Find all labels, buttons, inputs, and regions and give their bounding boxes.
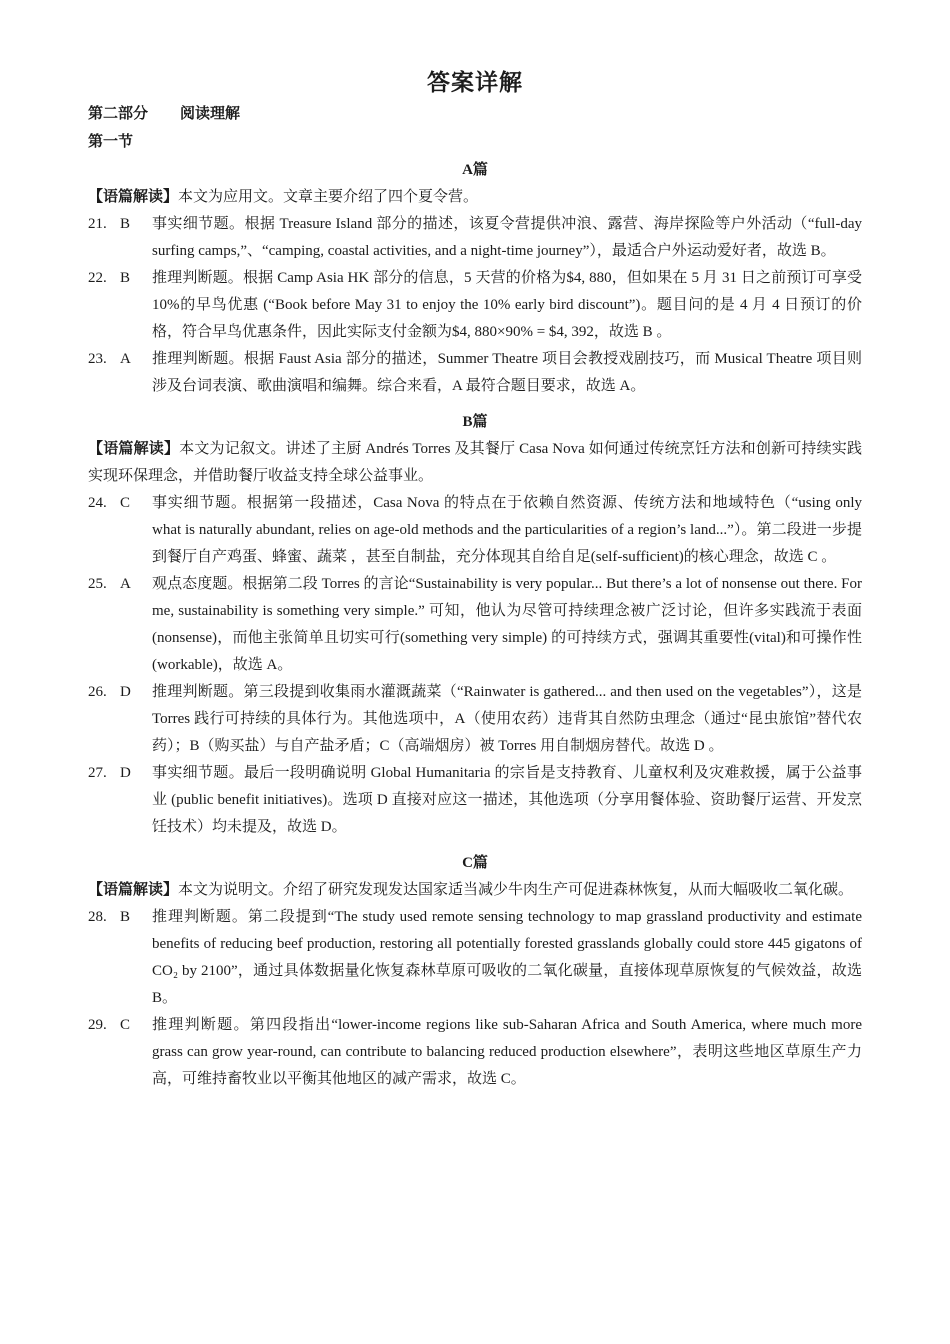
item-key xyxy=(88,760,152,841)
explanation-text: 事实细节题。最后一段明确说明 Global Humanitaria 的宗旨是支持教育、儿童权利及灾难救援，属于公益事业 (public benefit initiatives)。选项 D 直接对应这一描述，其他选项（分享用餐体验、资助餐厅运营、开发烹饪技术）均未提及，故选 D。 xyxy=(152,765,862,835)
item-key xyxy=(88,571,152,679)
answer-item xyxy=(88,679,862,760)
question-number: 28. xyxy=(88,909,107,925)
passage-summary-text: 本文为应用文。文章主要介绍了四个夏令营。 xyxy=(178,189,479,205)
answer-item xyxy=(88,1012,862,1093)
section-heading: A篇 xyxy=(462,162,488,178)
subsection-heading: 第一节 xyxy=(88,134,134,150)
question-number: 27. xyxy=(88,765,107,781)
explanation-text: 推理判断题。根据 Camp Asia HK 部分的信息，5 天营的价格为$4, 880，但如果在 5 月 31 日之前预订可享受 10%的早鸟优惠 (“Book before May 31 to enjoy the 10% early bird discount”)。题目问的是 4 月 4 日预订的价格，符合早鸟优惠条件，因此实际支付金额为$4, 880×90% = $4, 392，故选 B 。 xyxy=(152,270,862,340)
explanation-text: 推理判断题。第二段提到“The study used remote sensing technology to map grassland productivity and estimate benefits of reducing beef production, restoring all potentially forested grasslands globally could store 445 gigatons of CO₂ by 2100”，通过具体数据量化恢复森林草原可吸收的二氧化碳量，直接体现草原恢复的气候效益，故选 B。 xyxy=(152,909,862,1006)
item-key xyxy=(88,265,152,346)
explanation-text: 事实细节题。根据第一段描述，Casa Nova 的特点在于依赖自然资源、传统方法和地域特色（“using only what is naturally abundant, relies on age-old methods and the particularities of a region’s land...”）。第二段进一步提到餐厅自产鸡蛋、蜂蜜、蔬菜 ，甚至自制盐，充分体现其自给自足(self-sufficient)的核心理念，故选 C 。 xyxy=(152,495,862,565)
passage-summary xyxy=(88,877,862,904)
answer-item xyxy=(88,211,862,265)
section-heading: B篇 xyxy=(462,414,488,430)
part-heading xyxy=(88,100,862,128)
answer-letter: A xyxy=(120,576,131,592)
question-number: 29. xyxy=(88,1017,107,1033)
explanation-text: 推理判断题。根据 Faust Asia 部分的描述，Summer Theatre 项目会教授戏剧技巧，而 Musical Theatre 项目则涉及台词表演、歌曲演唱和编舞。综合来看，A 最符合题目要求，故选 A。 xyxy=(152,351,862,394)
item-key xyxy=(88,211,152,265)
passage-summary-text: 本文为说明文。介绍了研究发现发达国家适当减少牛肉生产可促进森林恢复，从而大幅吸收二氧化碳。 xyxy=(178,882,854,898)
answer-letter: A xyxy=(120,351,131,367)
passage-summary-text: 本文为记叙文。讲述了主厨 Andrés Torres 及其餐厅 Casa Nova 如何通过传统烹饪方法和创新可持续实践实现环保理念，并借助餐厅收益支持全球公益事业。 xyxy=(88,441,862,484)
answer-letter: B xyxy=(120,216,131,232)
item-key xyxy=(88,904,152,1012)
explanation-text: 观点态度题。根据第二段 Torres 的言论“Sustainability is very popular... But there’s a lot of nonsense out there. For me, sustainability is something very simple.” 可知，他认为尽管可持续理念被广泛讨论，但许多实践流于表面 (nonsense)，而他主张简单且切实可行(something very simple) 的可持续方式，强调其重要性(vital)和可操作性(workable)，故选 A。 xyxy=(152,576,862,673)
passage-summary-label: 【语篇解读】 xyxy=(88,441,180,457)
question-number: 25. xyxy=(88,576,107,592)
answer-letter: C xyxy=(120,495,131,511)
item-key xyxy=(88,1012,152,1093)
section-b xyxy=(88,408,862,841)
answer-item xyxy=(88,490,862,571)
answer-item xyxy=(88,571,862,679)
answer-letter: D xyxy=(120,684,131,700)
item-key xyxy=(88,346,152,400)
question-number: 23. xyxy=(88,351,107,367)
passage-summary xyxy=(88,184,862,211)
page-title: 答案详解 xyxy=(427,70,523,95)
item-key xyxy=(88,490,152,571)
passage-summary-label: 【语篇解读】 xyxy=(88,189,179,205)
answer-item xyxy=(88,265,862,346)
answer-letter: D xyxy=(120,765,131,781)
explanation-text: 推理判断题。第四段指出“lower-income regions like sub-Saharan Africa and South America, where much more grass can grow year-round, can contribute to balancing reduced production elsewhere”，表明这些地区草原生产力高，可维持畜牧业以平衡其他地区的减产需求，故选 C。 xyxy=(152,1017,862,1087)
question-number: 26. xyxy=(88,684,107,700)
question-number: 24. xyxy=(88,495,107,511)
part-label: 第二部分 xyxy=(88,106,149,122)
passage-summary-label: 【语篇解读】 xyxy=(88,882,179,898)
answer-item xyxy=(88,904,862,1012)
explanation-text: 事实细节题。根据 Treasure Island 部分的描述，该夏令营提供冲浪、露营、海岸探险等户外活动（“full-day surfing camps,”、“camping, coastal activities, and a night-time journey”），最适合户外运动爱好者，故选 B。 xyxy=(152,216,862,259)
section-c xyxy=(88,849,862,1093)
item-key xyxy=(88,679,152,760)
section-heading: C篇 xyxy=(462,855,488,871)
passage-summary xyxy=(88,436,862,490)
answer-letter: B xyxy=(120,270,131,286)
answer-item xyxy=(88,760,862,841)
answer-item xyxy=(88,346,862,400)
answer-letter: C xyxy=(120,1017,131,1033)
section-a xyxy=(88,156,862,400)
explanation-text: 推理判断题。第三段提到收集雨水灌溉蔬菜（“Rainwater is gathered... and then used on the vegetables”），这是 Torres 践行可持续的具体行为。其他选项中，A（使用农药）违背其自然防虫理念（通过“昆虫旅馆”替代农药）；B（购买盐）与自产盐矛盾；C（高端烟房）被 Torres 用自制烟房替代。故选 D 。 xyxy=(152,684,862,754)
part-name: 阅读理解 xyxy=(180,106,241,122)
answer-letter: B xyxy=(120,909,131,925)
question-number: 22. xyxy=(88,270,107,286)
question-number: 21. xyxy=(88,216,107,232)
